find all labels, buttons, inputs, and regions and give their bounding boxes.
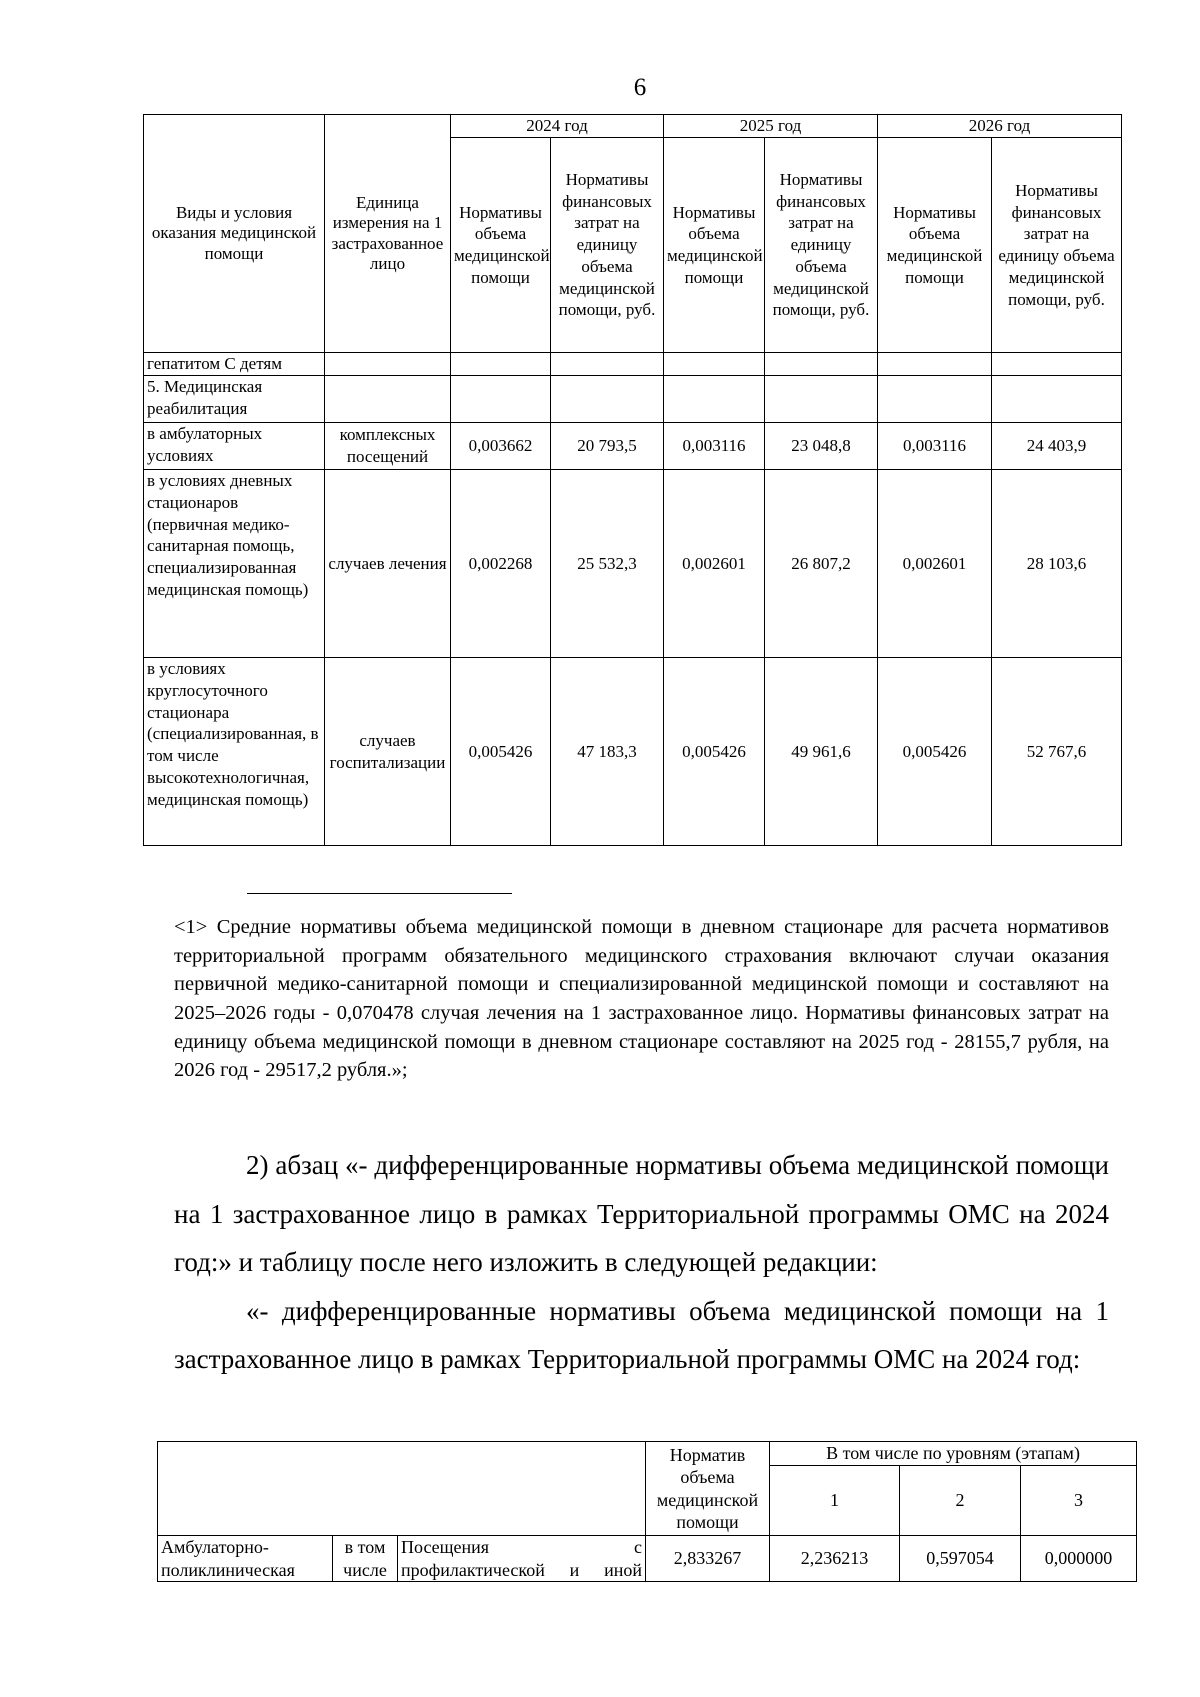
row-type: гепатитом С детям: [144, 353, 325, 376]
header-row: [158, 1442, 1137, 1466]
row-c2025: [765, 353, 878, 376]
table-row: [144, 658, 1122, 846]
row-v2026: [878, 376, 992, 423]
row-c2025: 26 807,2: [765, 470, 878, 658]
paragraph-quote: «- дифференцированные нормативы объема медицинской помощи на 1 застрахованное лицо в рамках Территориальной программы ОМС на 2024 год:: [174, 1295, 1109, 1374]
table-row: [158, 1536, 1137, 1582]
row-c2025: 49 961,6: [765, 658, 878, 846]
row-v2026: 0,005426: [878, 658, 992, 846]
row-c2026: [992, 353, 1122, 376]
row-v2026: [878, 353, 992, 376]
row-c2024: 25 532,3: [551, 470, 664, 658]
row-level-3: 0,000000: [1021, 1536, 1137, 1582]
header-volume-2026: Нормативы объема медицинской помощи: [878, 138, 992, 353]
row-v2024: 0,005426: [451, 658, 551, 846]
header-cost-2026: Нормативы финансовых затрат на единицу объема медицинской помощи, руб.: [992, 138, 1122, 353]
row-sub: в том числе: [333, 1536, 398, 1582]
header-types: Виды и условия оказания медицинской помощи: [144, 115, 325, 353]
table-row: [144, 470, 1122, 658]
row-c2024: [551, 353, 664, 376]
row-v2025: 0,003116: [664, 423, 765, 470]
row-v2024: 0,002268: [451, 470, 551, 658]
row-v2026: 0,002601: [878, 470, 992, 658]
row-c2025: [765, 376, 878, 423]
header-levels: В том числе по уровням (этапам): [770, 1442, 1137, 1466]
row-level-1: 2,236213: [770, 1536, 900, 1582]
row-v2024: [451, 376, 551, 423]
footnote-separator: [247, 893, 512, 894]
header-cost-2024: Нормативы финансовых затрат на единицу объема медицинской помощи, руб.: [551, 138, 664, 353]
row-normative: 2,833267: [646, 1536, 770, 1582]
row-v2025: [664, 353, 765, 376]
differentiated-norms-table: [157, 1441, 1137, 1582]
header-row-years: [144, 115, 1122, 138]
row-unit: случаев госпитализации: [325, 658, 451, 846]
row-type: 5. Медицинская реабилитация: [144, 376, 325, 423]
row-type: в амбулаторных условиях: [144, 423, 325, 470]
table-row: [144, 353, 1122, 376]
row-type: в условиях круглосуточного стационара (специализированная, в том числе высокотехнологичная, медицинская помощь): [144, 658, 325, 846]
header-empty: [158, 1442, 646, 1536]
row-v2025: 0,005426: [664, 658, 765, 846]
row-c2024: 20 793,5: [551, 423, 664, 470]
row-level-2: 0,597054: [900, 1536, 1021, 1582]
row-unit: [325, 353, 451, 376]
medical-care-norms-table: [143, 114, 1122, 846]
row-c2026: [992, 376, 1122, 423]
row-c2026: 24 403,9: [992, 423, 1122, 470]
row-v2024: [451, 353, 551, 376]
header-cost-2025: Нормативы финансовых затрат на единицу объема медицинской помощи, руб.: [765, 138, 878, 353]
header-year-2025: 2025 год: [664, 115, 878, 138]
row-desc: Посещения с профилактической и иной: [398, 1536, 646, 1582]
row-unit: комплексных посещений: [325, 423, 451, 470]
body-text: [174, 1141, 1109, 1384]
row-c2024: 47 183,3: [551, 658, 664, 846]
header-level-2: 2: [900, 1466, 1021, 1536]
row-unit: случаев лечения: [325, 470, 451, 658]
row-v2026: 0,003116: [878, 423, 992, 470]
paragraph-amendment: 2) абзац «- дифференцированные нормативы объема медицинской помощи на 1 застрахованное лицо в рамках Территориальной программы ОМС на 2024 год:» и таблицу после него изложить в следующей редакции:: [174, 1150, 1109, 1277]
row-type: Амбулаторно-поликлиническая: [158, 1536, 333, 1582]
row-v2025: 0,002601: [664, 470, 765, 658]
header-volume-2024: Нормативы объема медицинской помощи: [451, 138, 551, 353]
row-c2024: [551, 376, 664, 423]
table-row: [144, 376, 1122, 423]
header-normative: Норматив объема медицинской помощи: [646, 1442, 770, 1536]
table-row: [144, 423, 1122, 470]
row-v2024: 0,003662: [451, 423, 551, 470]
header-year-2024: 2024 год: [451, 115, 664, 138]
header-unit: Единица измерения на 1 застрахованное лицо: [325, 115, 451, 353]
row-unit: [325, 376, 451, 423]
row-c2026: 52 767,6: [992, 658, 1122, 846]
footnote-text: <1> Средние нормативы объема медицинской помощи в дневном стационаре для расчета нормативов территориальной программ обязательного медицинского страхования включают случаи оказания первичной медико-санитарной помощи и специализированной медицинской помощи и составляют на 2025–2026 годы - 0,070478 случая лечения на 1 застрахованное лицо. Нормативы финансовых затрат на единицу объема медицинской помощи в дневном стационаре составляют на 2025 год - 28155,7 рубля, на 2026 год - 29517,2 рубля.»;: [174, 916, 1109, 1082]
row-c2025: 23 048,8: [765, 423, 878, 470]
header-volume-2025: Нормативы объема медицинской помощи: [664, 138, 765, 353]
page-number: 6: [633, 74, 647, 101]
header-year-2026: 2026 год: [878, 115, 1122, 138]
header-level-1: 1: [770, 1466, 900, 1536]
row-type: в условиях дневных стационаров (первичная медико-санитарная помощь, специализированная медицинская помощь): [144, 470, 325, 658]
header-level-3: 3: [1021, 1466, 1137, 1536]
row-c2026: 28 103,6: [992, 470, 1122, 658]
row-v2025: [664, 376, 765, 423]
